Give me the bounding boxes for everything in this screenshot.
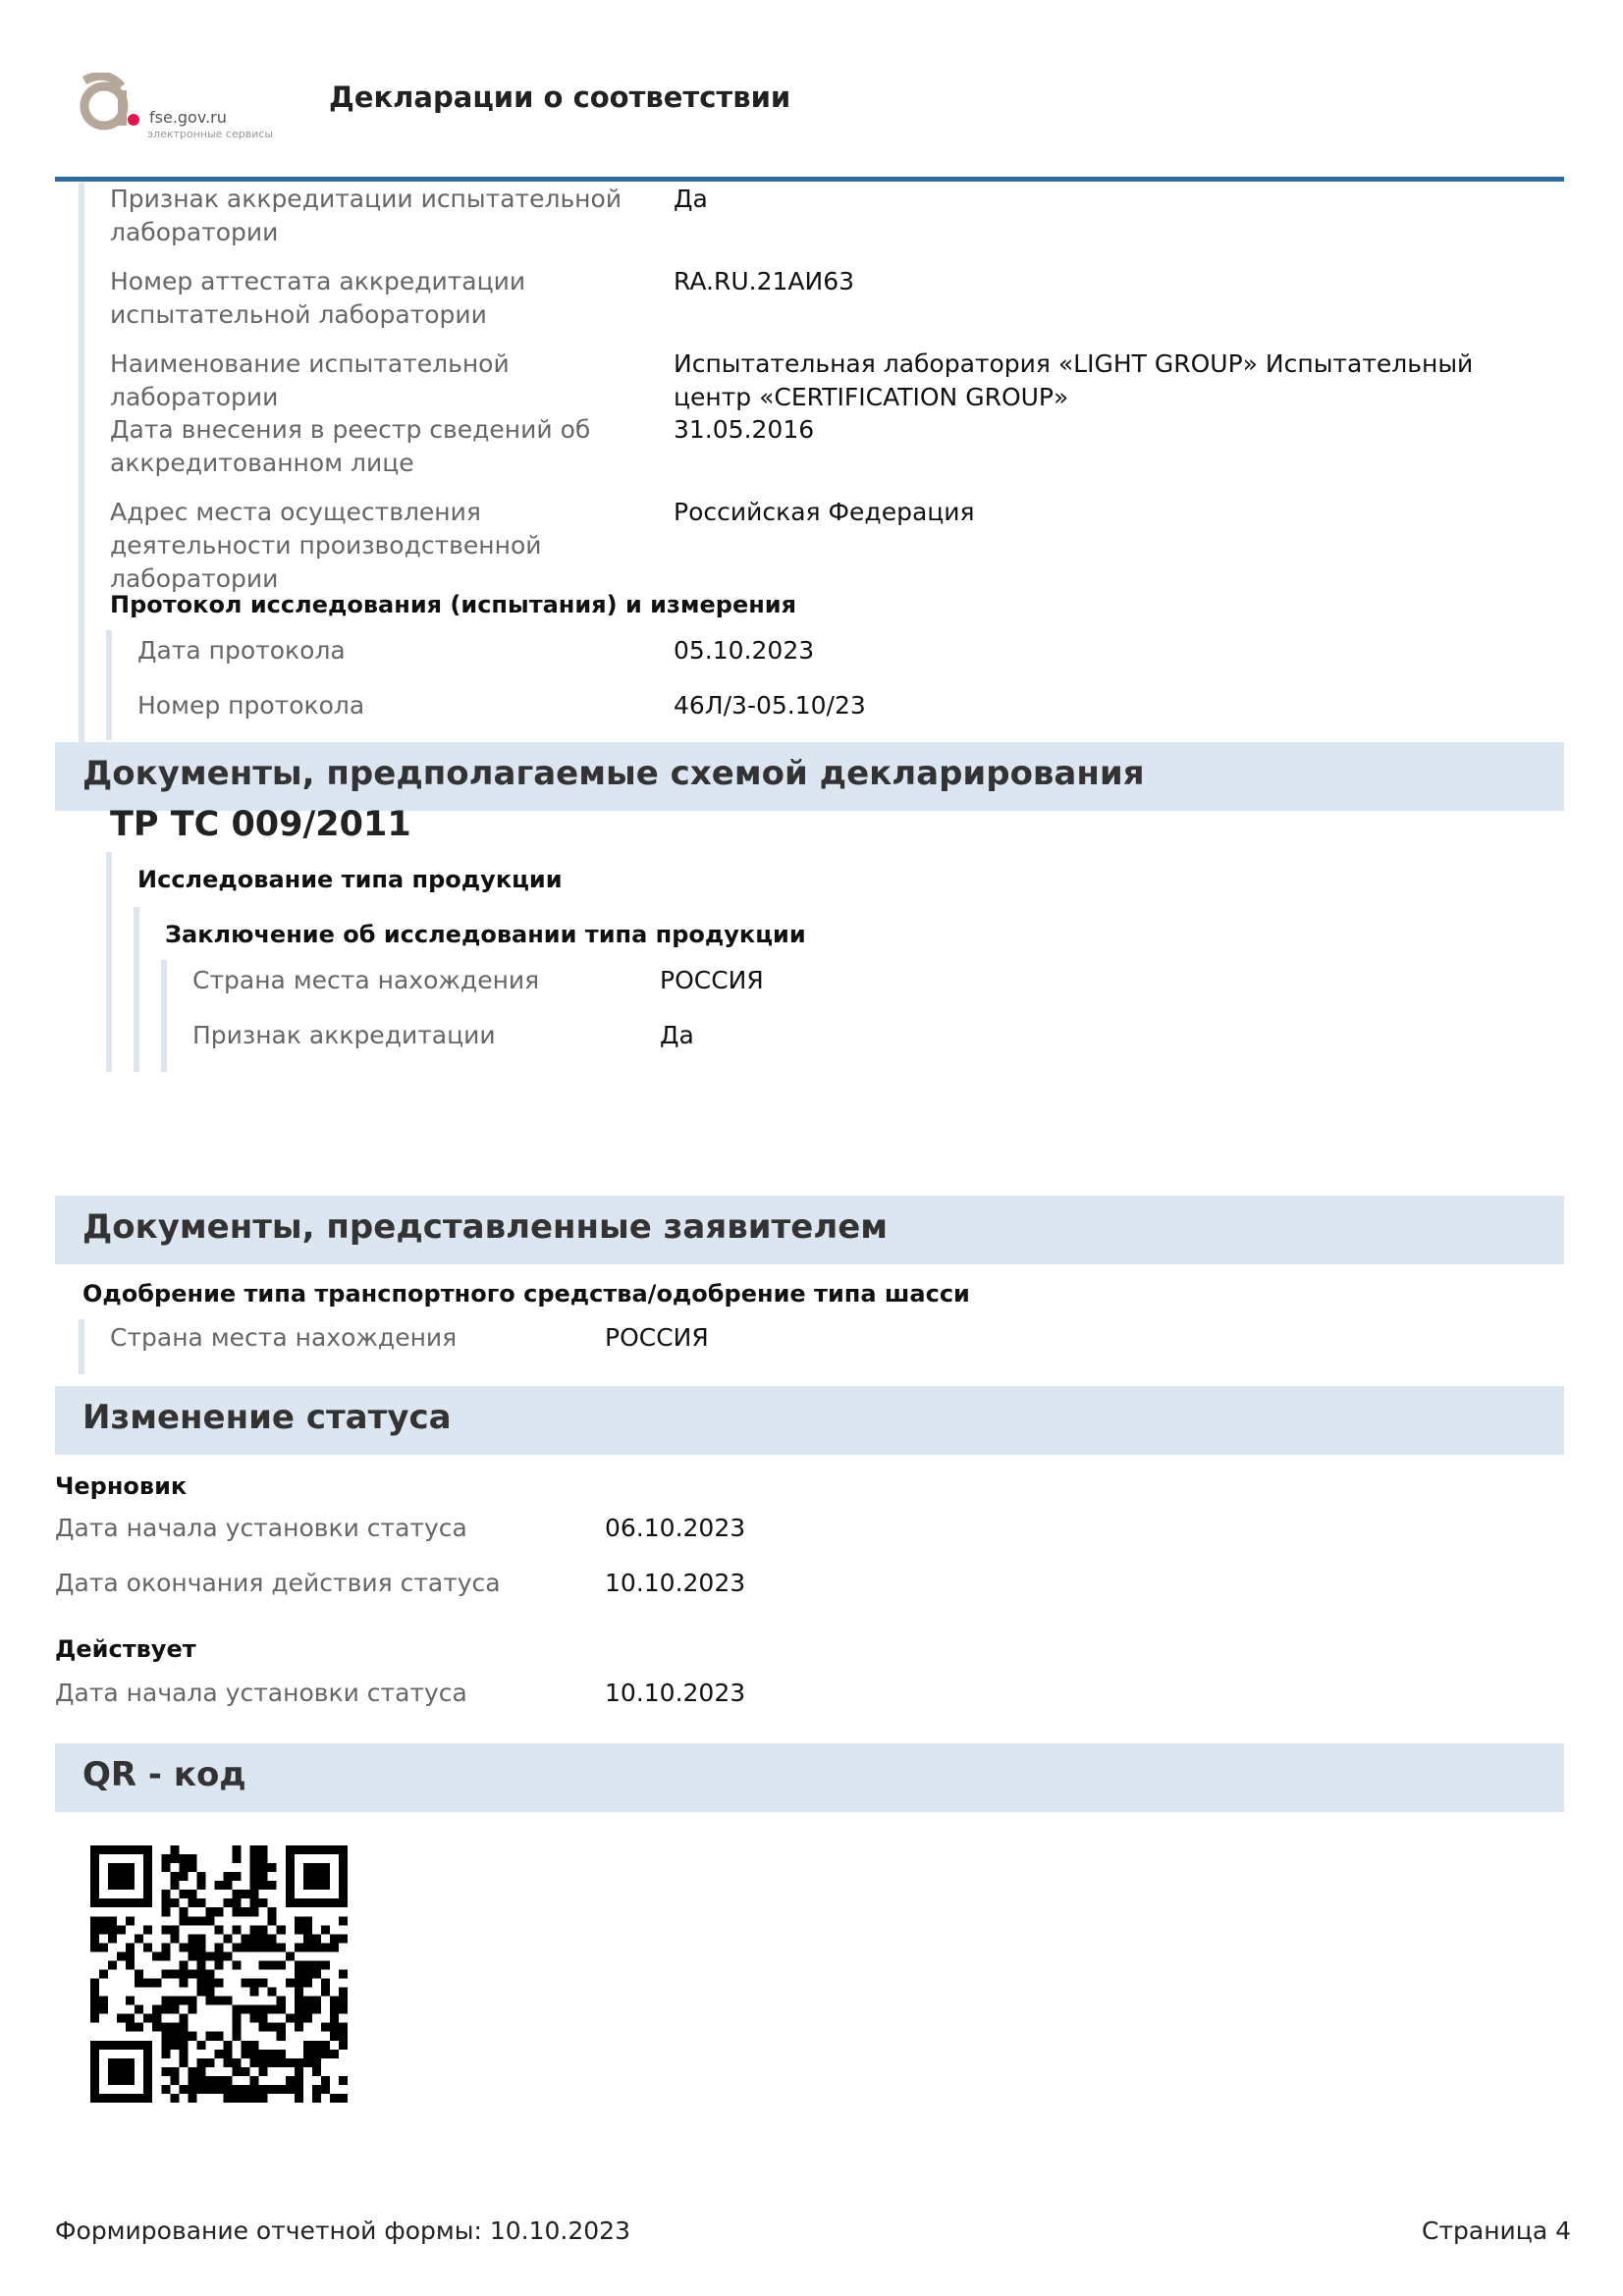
page-title: Декларации о соответствии	[329, 80, 791, 114]
draft-end-value: 10.10.2023	[605, 1569, 746, 1597]
status-draft-title: Черновик	[55, 1472, 188, 1500]
study-title: Исследование типа продукции	[137, 866, 563, 893]
draft-start-label: Дата начала установки статуса	[55, 1514, 467, 1542]
conclusion-accreditation-label: Признак аккредитации	[192, 1021, 496, 1049]
registry-date-label: Дата внесения в реестр сведений об аккредитованном лице	[110, 415, 591, 477]
lab-certificate-value: RA.RU.21АИ63	[674, 267, 855, 295]
fse-logo	[77, 73, 273, 145]
protocol-title: Протокол исследования (испытания) и измерения	[110, 591, 797, 618]
approval-bar	[79, 1319, 84, 1374]
logo-subtext: электронные сервисы	[147, 128, 274, 140]
qr-title: QR - код	[82, 1755, 246, 1794]
conclusion-bar	[134, 907, 139, 1072]
lab-certificate-label: Номер аттестата аккредитации испытательной лаборатории	[110, 267, 526, 329]
page-number: Страница 4	[1422, 2216, 1571, 2245]
scheme-docs-title: Документы, предполагаемые схемой декларирования	[82, 754, 1145, 793]
draft-end-label: Дата окончания действия статуса	[55, 1569, 501, 1597]
conclusion-country-value: РОССИЯ	[660, 966, 764, 994]
lab-address-value: Российская Федерация	[674, 498, 975, 526]
applicant-docs-title: Документы, представленные заявителем	[82, 1207, 889, 1247]
lab-accreditation-value: Да	[674, 185, 708, 213]
lab-address-label: Адрес места осуществления деятельности производственной лаборатории	[110, 498, 542, 593]
conclusion-title: Заключение об исследовании типа продукции	[165, 921, 806, 948]
conclusion-country-label: Страна места нахождения	[192, 966, 540, 994]
approval-title: Одобрение типа транспортного средства/одобрение типа шасси	[82, 1280, 970, 1308]
conclusion-accreditation-value: Да	[660, 1021, 694, 1049]
report-generated-date: Формирование отчетной формы: 10.10.2023	[55, 2216, 630, 2245]
protocol-bar	[106, 630, 112, 740]
header-rule	[55, 177, 1564, 182]
protocol-number-label: Номер протокола	[137, 691, 365, 720]
lab-section-bar	[79, 183, 84, 742]
applicant-docs-header	[55, 1196, 1564, 1264]
draft-start-value: 06.10.2023	[605, 1514, 746, 1542]
qr-header	[55, 1743, 1564, 1812]
lab-name-label: Наименование испытательной лаборатории	[110, 349, 510, 411]
conclusion-rows-bar	[161, 960, 167, 1072]
registry-date-value: 31.05.2016	[674, 415, 815, 444]
active-start-label: Дата начала установки статуса	[55, 1679, 467, 1707]
protocol-date-value: 05.10.2023	[674, 636, 815, 665]
active-start-value: 10.10.2023	[605, 1679, 746, 1707]
approval-country-label: Страна места нахождения	[110, 1323, 458, 1352]
approval-country-value: РОССИЯ	[605, 1323, 709, 1352]
scheme-docs-header	[55, 742, 1564, 811]
protocol-date-label: Дата протокола	[137, 636, 346, 665]
qr-code	[90, 1845, 348, 2103]
status-change-title: Изменение статуса	[82, 1398, 452, 1437]
status-change-header	[55, 1386, 1564, 1455]
logo-text: fse.gov.ru	[149, 108, 227, 127]
lab-name-value: Испытательная лаборатория «LIGHT GROUP» Испытательный центр «CERTIFICATION GROUP»	[674, 349, 1474, 411]
study-bar	[106, 852, 112, 1072]
protocol-number-value: 46Л/3-05.10/23	[674, 691, 866, 720]
lab-accreditation-label: Признак аккредитации испытательной лаборатории	[110, 185, 622, 246]
status-active-title: Действует	[55, 1635, 196, 1663]
qr-code-icon	[90, 1845, 348, 2103]
regulation-title: ТР ТС 009/2011	[110, 805, 411, 844]
